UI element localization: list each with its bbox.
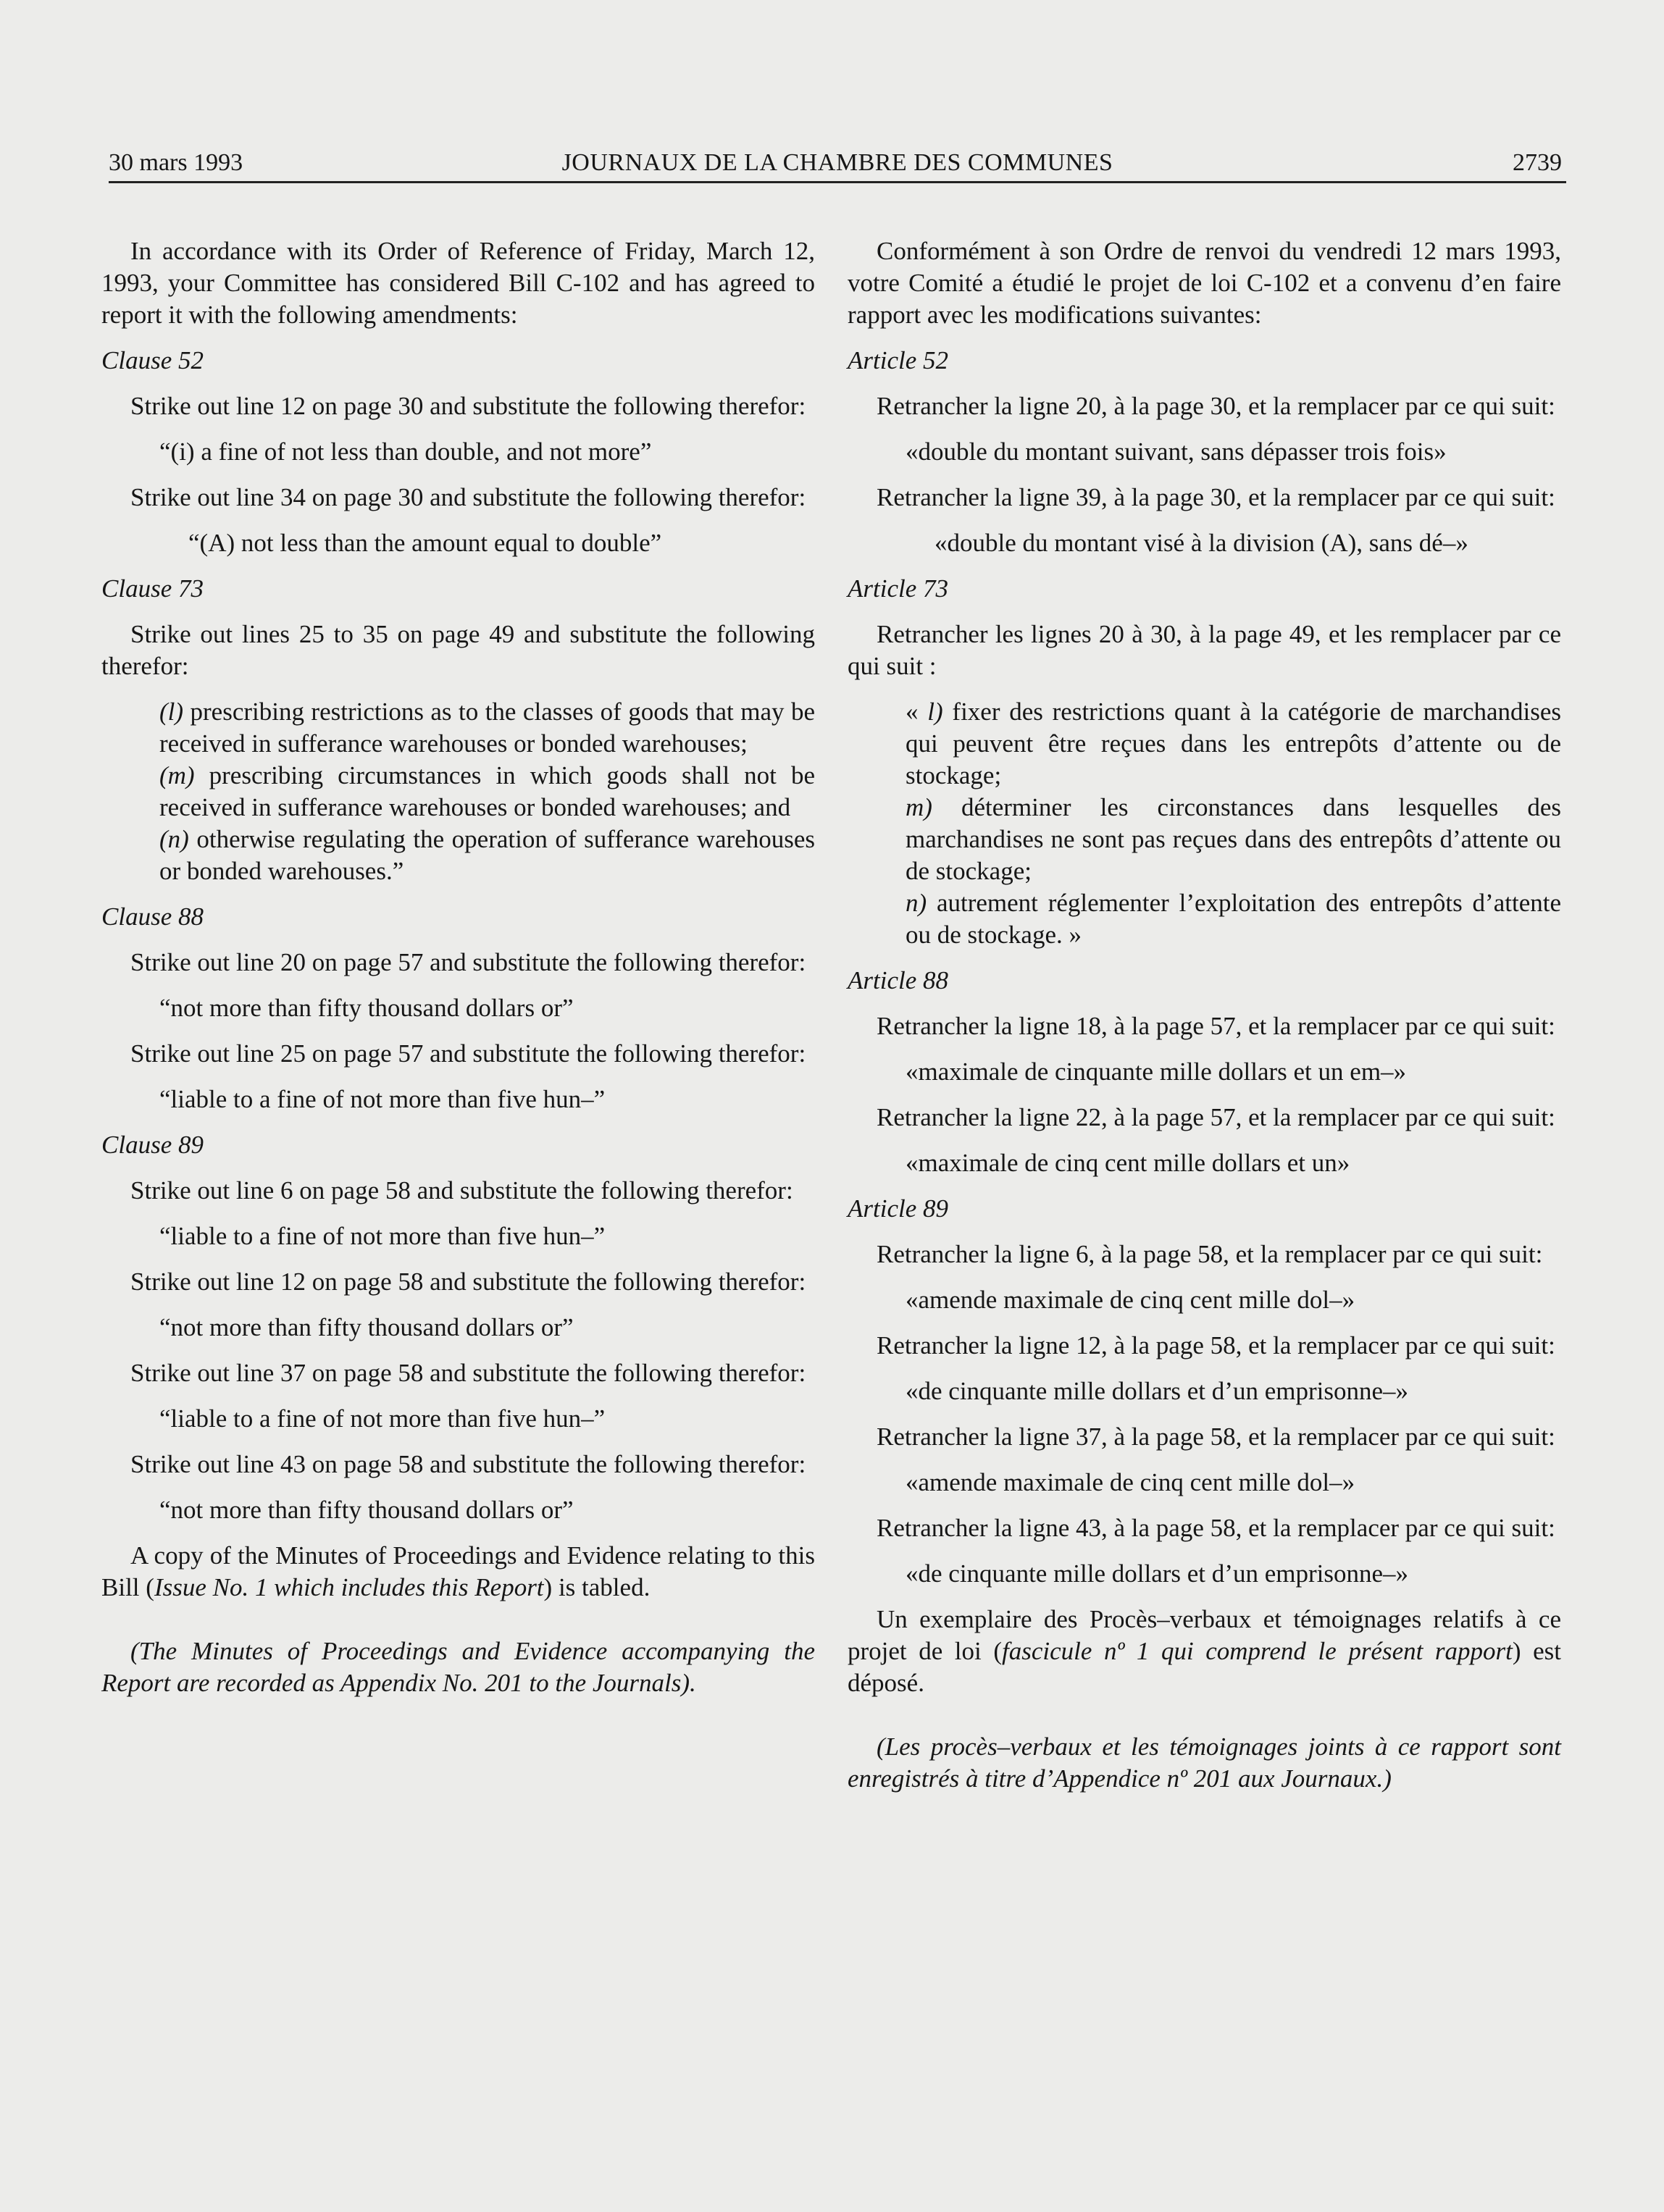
item-text: autrement réglementer l’exploitation des entrepôts d’attente ou de stockage. » <box>906 889 1561 949</box>
intro-paragraph: Conformément à son Ordre de renvoi du vendredi 12 mars 1993, votre Comité a étudié le projet de loi C-102 et a convenu d’en faire rapport avec les modifications suivantes: <box>848 237 1561 329</box>
item-label: (m) <box>159 761 195 789</box>
amendment-item <box>906 792 1561 887</box>
amendment-text: “(i) a fine of not less than double, and not more” <box>159 437 652 466</box>
item-label: (l) <box>159 697 184 726</box>
amendment-instruction: Strike out line 34 on page 30 and substitute the following therefor: <box>130 483 806 511</box>
amendment-instruction: Strike out line 12 on page 30 and substitute the following therefor: <box>130 392 806 420</box>
item-text: prescribing circumstances in which goods shall not be received in sufferance warehouses or bonded warehouses; and <box>159 761 815 821</box>
amendment-instruction: Strike out line 12 on page 58 and substitute the following therefor: <box>130 1268 806 1296</box>
amendment-item <box>159 760 815 824</box>
header-page-number: 2739 <box>1513 149 1562 176</box>
appendix-note: (Les procès–verbaux et les témoignages joints à ce rapport sont enregistrés à titre d’Appendice nº 201 aux Journaux.) <box>848 1733 1561 1793</box>
amendment-text: «double du montant suivant, sans dépasser trois fois» <box>906 437 1447 466</box>
amendment-instruction: Retrancher la ligne 20, à la page 30, et la remplacer par ce qui suit: <box>877 392 1555 420</box>
header-title: JOURNAUX DE LA CHAMBRE DES COMMUNES <box>561 149 1113 176</box>
amendment-instruction: Strike out line 20 on page 57 and substitute the following therefor: <box>130 948 806 976</box>
page-header <box>109 138 1566 183</box>
amendment-text: «amende maximale de cinq cent mille dol–» <box>906 1468 1355 1496</box>
amendment-text: “(A) not less than the amount equal to double” <box>188 529 662 557</box>
item-label: n) <box>906 889 927 917</box>
minutes-text: ) is tabled. <box>543 1573 651 1601</box>
header-date: 30 mars 1993 <box>109 149 243 176</box>
amendment-instruction: Retrancher la ligne 43, à la page 58, et la remplacer par ce qui suit: <box>877 1514 1555 1542</box>
amendment-text: “not more than fifty thousand dollars or” <box>159 1313 574 1341</box>
amendment-instruction: Strike out line 6 on page 58 and substitute the following therefor: <box>130 1176 793 1205</box>
minutes-text: A copy of the Minutes of Proceedings and Evidence relating to this Bill ( <box>101 1541 815 1601</box>
minutes-text: ) est déposé. <box>848 1637 1561 1697</box>
item-text: déterminer les circonstances dans lesquelles des marchandises ne sont pas reçues dans des entrepôts d’attente ou de stockage; <box>906 793 1561 885</box>
amendment-instruction: Retrancher la ligne 12, à la page 58, et la remplacer par ce qui suit: <box>877 1331 1555 1360</box>
english-column <box>101 235 815 1699</box>
item-label: m) <box>906 793 932 821</box>
minutes-issue: fascicule nº 1 qui comprend le présent rapport <box>1002 1637 1513 1665</box>
amendment-item <box>159 696 815 760</box>
clause-heading: Clause 88 <box>101 902 204 931</box>
minutes-text: Un exemplaire des Procès–verbaux et témoignages relatifs à ce projet de loi ( <box>848 1605 1561 1665</box>
item-text: prescribing restrictions as to the classes of goods that may be received in sufferance warehouses or bonded warehouses; <box>159 697 815 758</box>
item-label: l) <box>927 697 943 726</box>
amendment-text: “liable to a fine of not more than five hun–” <box>159 1085 606 1113</box>
amendment-instruction: Retrancher la ligne 22, à la page 57, et la remplacer par ce qui suit: <box>877 1103 1555 1131</box>
amendment-instruction: Retrancher la ligne 18, à la page 57, et la remplacer par ce qui suit: <box>877 1012 1555 1040</box>
amendment-text: «double du montant visé à la division (A), sans dé–» <box>935 529 1468 557</box>
article-heading: Article 88 <box>848 966 948 994</box>
french-column <box>848 235 1561 1795</box>
intro-paragraph: In accordance with its Order of Reference of Friday, March 12, 1993, your Committee has considered Bill C-102 and has agreed to report it with the following amendments: <box>101 237 815 329</box>
amendment-instruction: Retrancher la ligne 6, à la page 58, et la remplacer par ce qui suit: <box>877 1240 1543 1268</box>
amendment-text: “not more than fifty thousand dollars or” <box>159 1496 574 1524</box>
clause-heading: Clause 89 <box>101 1131 204 1159</box>
item-text: otherwise regulating the operation of sufferance warehouses or bonded warehouses.” <box>159 825 815 885</box>
amendment-text: «maximale de cinq cent mille dollars et un» <box>906 1149 1350 1177</box>
amendment-item <box>906 696 1561 792</box>
amendment-instruction: Retrancher la ligne 37, à la page 58, et la remplacer par ce qui suit: <box>877 1423 1555 1451</box>
amendment-item <box>906 887 1561 951</box>
item-text: fixer des restrictions quant à la catégorie de marchandises qui peuvent être reçues dans les entrepôts d’attente ou de stockage; <box>906 697 1562 789</box>
clause-heading: Clause 52 <box>101 346 204 374</box>
article-heading: Article 52 <box>848 346 948 374</box>
minutes-paragraph <box>101 1540 815 1604</box>
amendment-instruction: Retrancher la ligne 39, à la page 30, et la remplacer par ce qui suit: <box>877 483 1555 511</box>
amendment-text: “not more than fifty thousand dollars or” <box>159 994 574 1022</box>
amendment-instruction: Strike out line 25 on page 57 and substitute the following therefor: <box>130 1039 806 1068</box>
amendment-text: “liable to a fine of not more than five hun–” <box>159 1222 606 1250</box>
item-open-quote: « <box>906 697 928 726</box>
amendment-instruction: Retrancher les lignes 20 à 30, à la page 49, et les remplacer par ce qui suit : <box>848 620 1561 680</box>
article-heading: Article 73 <box>848 574 948 603</box>
article-heading: Article 89 <box>848 1194 948 1223</box>
amendment-text: «de cinquante mille dollars et d’un emprisonne–» <box>906 1559 1408 1588</box>
amendment-instruction: Strike out line 37 on page 58 and substitute the following therefor: <box>130 1359 806 1387</box>
amendment-item <box>159 824 815 887</box>
amendment-text: «maximale de cinquante mille dollars et un em–» <box>906 1057 1407 1086</box>
amendment-instruction: Strike out line 43 on page 58 and substitute the following therefor: <box>130 1450 806 1478</box>
amendment-text: “liable to a fine of not more than five hun–” <box>159 1404 606 1433</box>
amendment-text: «de cinquante mille dollars et d’un emprisonne–» <box>906 1377 1408 1405</box>
clause-heading: Clause 73 <box>101 574 204 603</box>
appendix-note: (The Minutes of Proceedings and Evidence accompanying the Report are recorded as Appendix No. 201 to the Journals). <box>101 1637 815 1697</box>
item-label: (n) <box>159 825 189 853</box>
minutes-paragraph <box>848 1604 1561 1699</box>
amendment-text: «amende maximale de cinq cent mille dol–» <box>906 1286 1355 1314</box>
amendment-instruction: Strike out lines 25 to 35 on page 49 and substitute the following therefor: <box>101 620 815 680</box>
minutes-issue: Issue No. 1 which includes this Report <box>154 1573 544 1601</box>
